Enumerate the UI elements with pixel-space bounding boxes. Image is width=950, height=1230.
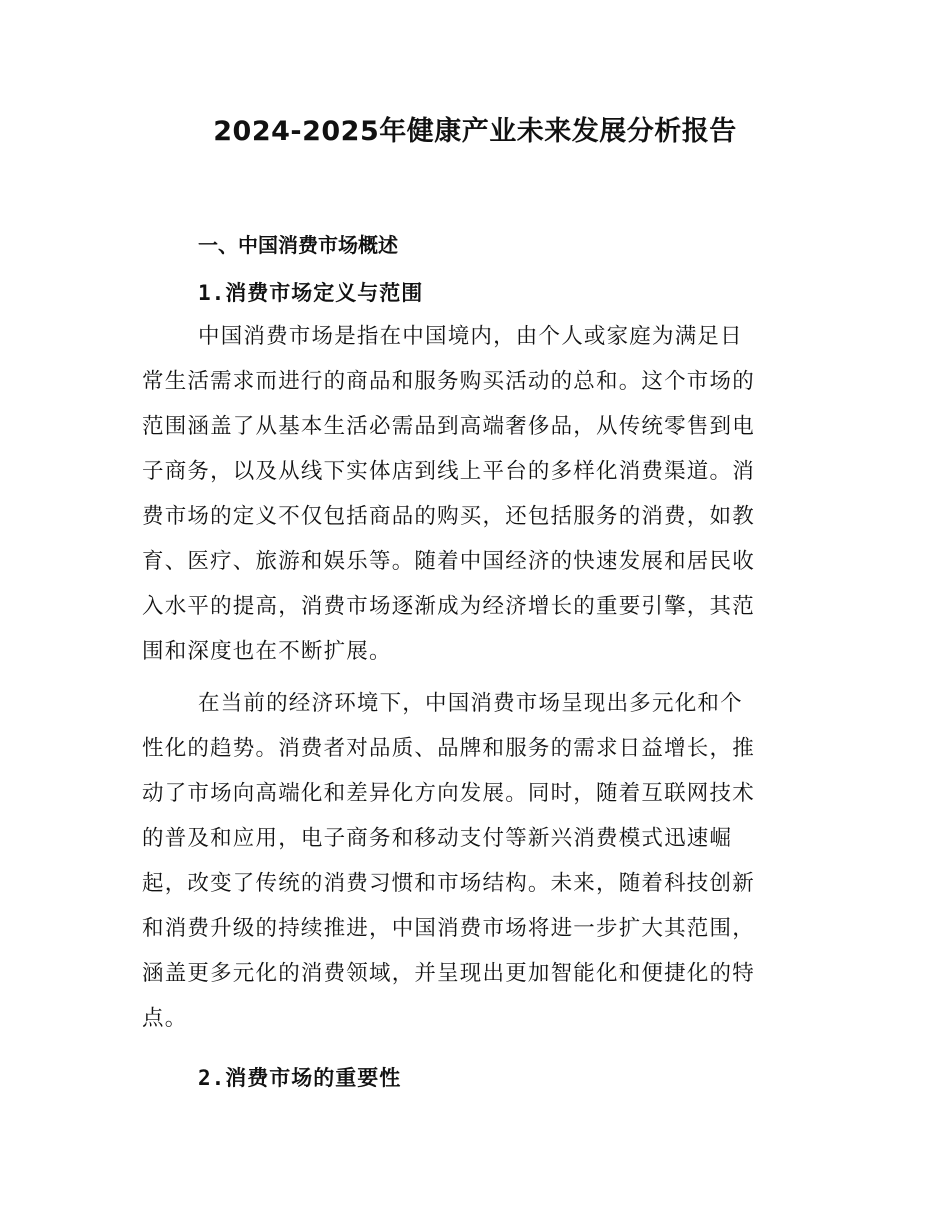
paragraph-line: 育、医疗、旅游和娱乐等。随着中国经济的快速发展和居民收 bbox=[142, 549, 755, 574]
paragraph-line: 涵盖更多元化的消费领域，并呈现出更加智能化和便捷化的特 bbox=[142, 961, 755, 986]
paragraph-line: 起，改变了传统的消费习惯和市场结构。未来，随着科技创新 bbox=[142, 871, 755, 896]
paragraph-line: 的普及和应用，电子商务和移动支付等新兴消费模式迅速崛 bbox=[142, 826, 733, 851]
section-heading: 一、中国消费市场概述 bbox=[198, 233, 398, 257]
paragraph-line: 子商务，以及从线下实体店到线上平台的多样化消费渠道。消 bbox=[142, 459, 755, 484]
paragraph-line: 性化的趋势。消费者对品质、品牌和服务的需求日益增长，推 bbox=[142, 736, 755, 761]
paragraph-line: 围和深度也在不断扩展。 bbox=[142, 639, 392, 664]
document-title: 2024-2025年健康产业未来发展分析报告 bbox=[213, 116, 737, 147]
paragraph-line: 动了市场向高端化和差异化方向发展。同时，随着互联网技术 bbox=[142, 781, 755, 806]
paragraph-line: 常生活需求而进行的商品和服务购买活动的总和。这个市场的 bbox=[142, 369, 755, 394]
paragraph-line: 和消费升级的持续推进，中国消费市场将进一步扩大其范围， bbox=[142, 916, 755, 941]
paragraph-line: 点。 bbox=[142, 1006, 188, 1031]
paragraph-line: 范围涵盖了从基本生活必需品到高端奢侈品，从传统零售到电 bbox=[142, 414, 755, 439]
paragraph-line: 在当前的经济环境下，中国消费市场呈现出多元化和个 bbox=[198, 691, 743, 716]
paragraph-line: 费市场的定义不仅包括商品的购买，还包括服务的消费，如教 bbox=[142, 504, 755, 529]
subsection-heading: 2.消费市场的重要性 bbox=[198, 1066, 402, 1090]
paragraph-line: 中国消费市场是指在中国境内，由个人或家庭为满足日 bbox=[198, 324, 743, 349]
paragraph-line: 入水平的提高，消费市场逐渐成为经济增长的重要引擎，其范 bbox=[142, 594, 755, 619]
subsection-heading: 1.消费市场定义与范围 bbox=[198, 281, 424, 305]
